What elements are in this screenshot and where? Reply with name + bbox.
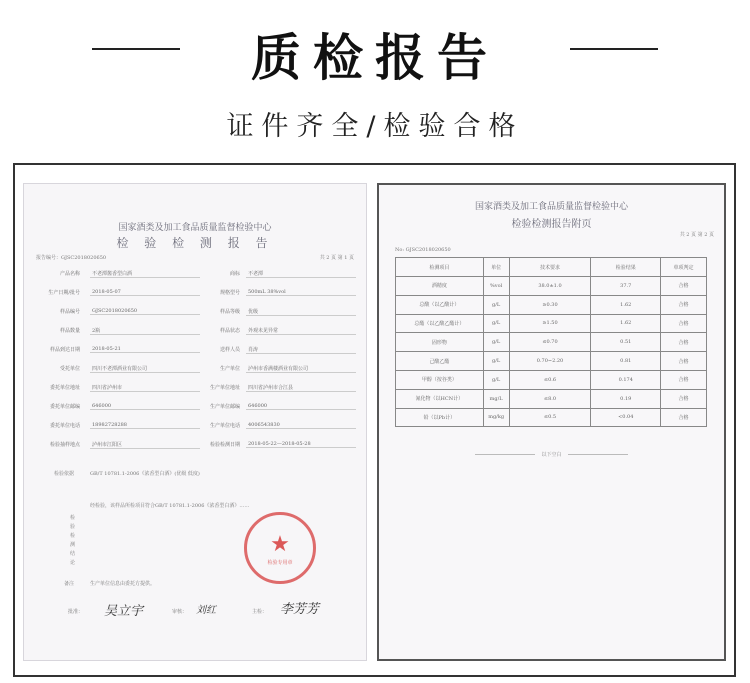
page-header (0, 0, 750, 150)
page-number: 共 2 页 第 1 页 (319, 255, 354, 261)
info-row (36, 289, 356, 305)
field-value: 2瓶 (90, 327, 200, 335)
field-value: 500mL 38%vol (246, 289, 356, 296)
appendix-title: 检验检测报告附页 (511, 219, 592, 230)
table-cell: 合格 (661, 408, 707, 427)
info-row (36, 441, 356, 457)
field-label: 产品名称 (59, 271, 80, 277)
table-cell: 铅（以Pb计） (396, 408, 484, 427)
table-cell: ≤8.0 (509, 389, 591, 408)
table-cell: g/L (483, 352, 509, 371)
remark-label: 备注 (64, 581, 75, 587)
field-label: 样品等级 (219, 309, 240, 315)
page-number: 共 2 页 第 2 页 (679, 232, 714, 238)
conclusion-label: 检验检测结论 (70, 515, 76, 566)
field-label: 检验检测日期 (209, 442, 240, 448)
field-label: 委托单位邮编 (49, 404, 80, 410)
field-label: 生产单位地址 (209, 385, 240, 391)
reviewer-label: 审核： (172, 609, 188, 615)
info-row (36, 365, 356, 381)
reviewer-signature: 刘红 (196, 605, 216, 616)
star-icon: ★ (270, 532, 290, 557)
field-label: 检验抽样地点 (49, 442, 80, 448)
blank-note-text: 以下空白 (541, 452, 562, 458)
table-cell: g/L (483, 370, 509, 389)
table-row (396, 389, 707, 408)
table-cell: g/L (483, 314, 509, 333)
issuing-center-name: 国家酒类及加工食品质量监督检验中心 (474, 202, 628, 212)
table-row (396, 352, 707, 371)
table-cell: 38.0±1.0 (509, 277, 591, 296)
red-inspection-stamp (244, 512, 316, 584)
divider (568, 454, 628, 455)
table-cell: ≥1.50 (509, 314, 591, 333)
field-label: 生产单位 (219, 366, 240, 372)
field-value: 不老潭酱香型白酒 (90, 270, 200, 278)
inspection-report-page-1 (23, 183, 367, 661)
table-row (396, 408, 707, 427)
approver-label: 批准： (68, 609, 84, 615)
table-cell: %vol (483, 277, 509, 296)
table-cell: 合格 (661, 333, 707, 352)
column-header: 单位 (483, 258, 509, 277)
field-value: 外观未见异常 (246, 327, 356, 335)
info-row (36, 346, 356, 362)
table-cell: g/L (483, 333, 509, 352)
field-label: 商标 (229, 271, 240, 277)
table-cell: 1.62 (591, 314, 661, 333)
approver-signature: 吴立宇 (104, 604, 144, 619)
field-value: GJSC2018020650 (90, 308, 200, 315)
table-cell: 0.81 (591, 352, 661, 371)
table-row (396, 295, 707, 314)
stamp-text: 检验专用章 (267, 560, 293, 566)
table-cell: mg/L (483, 389, 509, 408)
issuing-center-name: 国家酒类及加工食品质量监督检验中心 (118, 223, 272, 233)
field-value: 四川省泸州市 (90, 384, 200, 392)
page-subtitle: 证件齐全/检验合格 (226, 111, 524, 142)
results-table (395, 257, 707, 427)
table-row (396, 314, 707, 333)
table-cell: 0.19 (591, 389, 661, 408)
field-label: 生产单位电话 (209, 423, 240, 429)
field-value: 18982728288 (90, 422, 200, 429)
field-value: 泸州市香满楼酒业有限公司 (246, 365, 356, 373)
table-cell: 己酸乙酯 (396, 352, 484, 371)
remark-text: 生产单位信息由委托方提供。 (90, 581, 156, 587)
table-cell: <0.04 (591, 408, 661, 427)
field-value: 不老潭 (246, 270, 356, 278)
table-cell: g/L (483, 295, 509, 314)
table-cell: 0.174 (591, 370, 661, 389)
table-cell: 37.7 (591, 277, 661, 296)
table-cell: 合格 (661, 314, 707, 333)
field-label: 生产单位邮编 (209, 404, 240, 410)
field-label: 样品状态 (219, 328, 240, 334)
field-value: 646000 (246, 403, 356, 410)
table-cell: 总酯（以乙酸乙酯计） (396, 314, 484, 333)
table-cell: 1.62 (591, 295, 661, 314)
info-row (36, 327, 356, 343)
field-label: 受托单位 (59, 366, 80, 372)
inspector-label: 主检： (252, 609, 268, 615)
table-cell: 合格 (661, 352, 707, 371)
conclusion-text: 经检验，该样品所检项目符合GB/T 10781.1-2006《浓香型白酒》…… (90, 503, 250, 509)
table-cell: ≥0.30 (509, 295, 591, 314)
table-cell: mg/kg (483, 408, 509, 427)
table-cell: 0.70~2.20 (509, 352, 591, 371)
certificate-frame (13, 163, 736, 677)
field-label: 委托单位地址 (49, 385, 80, 391)
title-rule-right (570, 48, 658, 50)
table-cell: ≤0.5 (509, 408, 591, 427)
table-row (396, 277, 707, 296)
basis-text: GB/T 10781.1-2006《浓香型白酒》(优级 低度) (90, 471, 200, 477)
basis-label: 检验依据 (54, 471, 75, 477)
info-row (36, 270, 356, 286)
column-header: 单项判定 (661, 258, 707, 277)
report-title: 检 验 检 测 报 告 (116, 236, 274, 250)
table-row (396, 370, 707, 389)
info-row (36, 308, 356, 324)
field-label: 规格型号 (219, 290, 240, 296)
report-number: No: GJSC2018020650 (395, 247, 451, 253)
inspector-signature: 李芳芳 (280, 602, 320, 617)
table-cell: 合格 (661, 295, 707, 314)
field-value: 四川不老潭酒业有限公司 (90, 365, 200, 373)
field-label: 送样人员 (219, 347, 240, 353)
table-cell: ≤0.6 (509, 370, 591, 389)
field-value: 四川省泸州市合江县 (246, 384, 356, 392)
blank-note (379, 451, 724, 458)
field-value: 4006543830 (246, 422, 356, 429)
column-header: 检测项目 (396, 258, 484, 277)
field-label: 生产日期/批号 (48, 290, 80, 296)
table-cell: 合格 (661, 370, 707, 389)
field-value: 肖涛 (246, 346, 356, 354)
column-header: 检验结果 (591, 258, 661, 277)
info-row (36, 384, 356, 400)
inspection-report-page-2 (377, 183, 726, 661)
field-value: 泸州市江阳区 (90, 441, 200, 449)
info-row (36, 403, 356, 419)
report-number: 报告编号：GJSC2018020650 (36, 255, 107, 261)
field-value: 2018-05-21 (90, 346, 200, 353)
table-cell: 氰化物（以HCN计） (396, 389, 484, 408)
field-value: 2018-05-22—2018-05-28 (246, 441, 356, 448)
table-cell: ≤0.70 (509, 333, 591, 352)
table-header-row (396, 258, 707, 277)
table-cell: 合格 (661, 389, 707, 408)
field-value: 646000 (90, 403, 200, 410)
table-cell: 甲醇（按谷类） (396, 370, 484, 389)
table-cell: 酒精度 (396, 277, 484, 296)
field-label: 样品编号 (59, 309, 80, 315)
table-cell: 0.51 (591, 333, 661, 352)
field-value: 优级 (246, 308, 356, 316)
field-value: 2018-05-07 (90, 289, 200, 296)
field-label: 委托单位电话 (49, 423, 80, 429)
divider (475, 454, 535, 455)
table-cell: 总酸（以乙酸计） (396, 295, 484, 314)
info-row (36, 422, 356, 438)
page-title: 质检报告 (251, 29, 499, 87)
table-row (396, 333, 707, 352)
table-cell: 合格 (661, 277, 707, 296)
column-header: 技术要求 (509, 258, 591, 277)
field-label: 样品到达日期 (49, 347, 80, 353)
table-cell: 固形物 (396, 333, 484, 352)
field-label: 样品数量 (59, 328, 80, 334)
